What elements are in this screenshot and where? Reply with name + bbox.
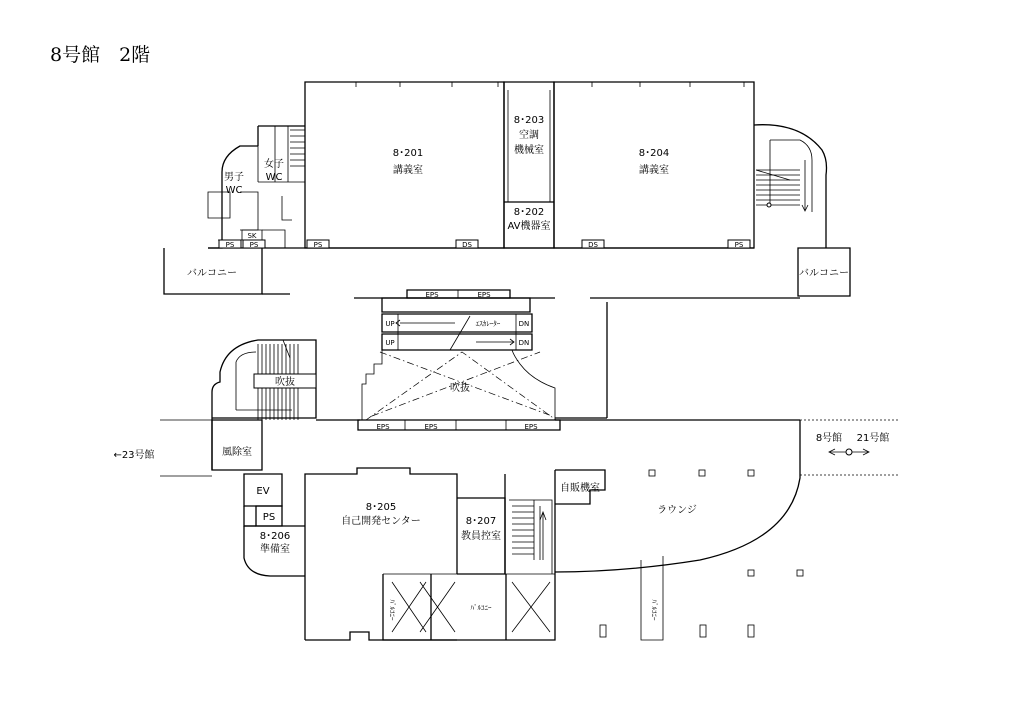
room-203-name-2: 機械室 [514, 145, 544, 156]
stair-void-label: 吹抜 [275, 377, 295, 388]
balcony-left: バルコニー [187, 268, 237, 279]
eps-bottom-1: EPS [376, 423, 390, 431]
up-tag-1: UP [385, 320, 395, 328]
room-205-name: 自己開発センター [341, 516, 421, 527]
balcony-small-2: ﾊﾞﾙｺﾆｰ [470, 604, 492, 612]
atrium [358, 290, 560, 430]
toilet-male-wc: WC [225, 185, 243, 196]
room-205-number: 8･205 [365, 502, 397, 513]
eps-bottom-2: EPS [424, 423, 438, 431]
dn-tag-1: DN [518, 320, 530, 328]
labels [113, 115, 889, 621]
toilet-female-label: 女子 [264, 159, 284, 170]
ev-label: EV [256, 486, 270, 497]
ps-tag-1: PS [225, 241, 235, 249]
ds-tag-2: DS [588, 241, 598, 249]
tag-boxes [219, 240, 750, 248]
nav-right-21: 21号館 [856, 433, 890, 444]
eps-top-1: EPS [425, 291, 439, 299]
room-203-number: 8･203 [513, 115, 545, 126]
dn-tag-2: DN [518, 339, 530, 347]
balcony-right: バルコニー [799, 268, 849, 279]
windbreak-label: 風除室 [222, 447, 252, 458]
room-206-name: 準備室 [260, 544, 290, 555]
room-201-number: 8･201 [392, 148, 424, 159]
room-203-name-1: 空調 [519, 130, 539, 141]
room-201-name: 講義室 [393, 165, 423, 176]
room-207-name: 教員控室 [461, 531, 501, 542]
lounge-label: ラウンジ [657, 505, 697, 516]
room-204-name: 講義室 [639, 165, 669, 176]
columns [600, 470, 803, 637]
ds-tag-1: DS [462, 241, 472, 249]
atrium-void-label: 吹抜 [450, 383, 470, 394]
ps-label: PS [262, 512, 276, 523]
ps-tag-2: PS [249, 241, 259, 249]
balcony-small-1: ﾊﾞﾙｺﾆｰ [388, 599, 396, 621]
escalator-label: ｴｽｶﾚｰﾀｰ [475, 320, 501, 328]
room-207-number: 8･207 [465, 516, 497, 527]
nav-left: ←23号館 [113, 450, 155, 461]
room-206-number: 8･206 [259, 531, 291, 542]
room-204-number: 8･204 [638, 148, 670, 159]
room-202-number: 8･202 [513, 207, 545, 218]
nav-right-8: 8号館 [815, 433, 843, 444]
double-arrow-icon [829, 449, 869, 455]
ps-tag-4: PS [734, 241, 744, 249]
toilet-female-wc: WC [265, 172, 283, 183]
toilet-male-label: 男子 [224, 172, 244, 183]
balcony-small-3: ﾊﾞﾙｺﾆｰ [650, 599, 658, 621]
ps-tag-3: PS [313, 241, 323, 249]
eps-bottom-3: EPS [524, 423, 538, 431]
vending-label: 自販機室 [560, 483, 600, 494]
sk-label: SK [247, 232, 257, 240]
eps-top-2: EPS [477, 291, 491, 299]
page-title: 8号館 2階 [50, 44, 151, 66]
room-202-name: AV機器室 [507, 221, 551, 232]
up-tag-2: UP [385, 339, 395, 347]
